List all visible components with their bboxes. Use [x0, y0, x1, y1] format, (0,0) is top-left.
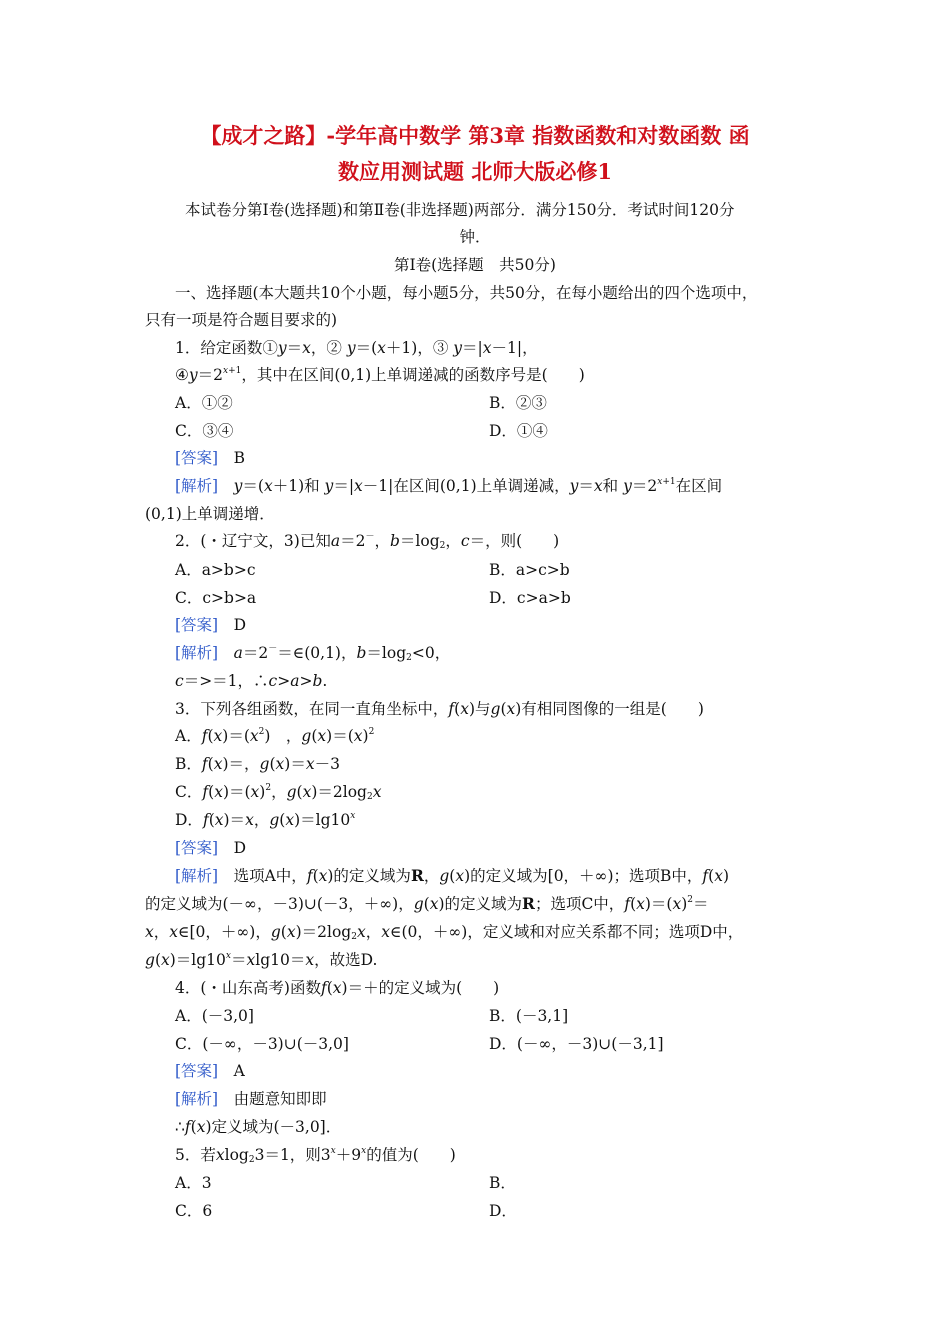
q1-stem-line-2: $④y=2^{x+1}$，其中在区间(0,1)上单调递减的函数序号是( ) — [175, 366, 585, 384]
q2-stem: 2．(・辽宁文，3)已知a＝2－，$b=\log_2$，c＝，则( ) — [175, 532, 560, 551]
q5-stem: 5．若xlog$_2$3＝1，则$3^x+9^x$的值为( ) — [175, 1146, 456, 1165]
intro-line-1: 本试卷分第Ⅰ卷(选择题)和第Ⅱ卷(非选择题)两部分．满分150分．考试时间120分 — [185, 201, 735, 219]
q1-stem-line-1: 1．给定函数①y＝x，② y＝(x＋1)，③ y＝|x－1|， — [175, 339, 538, 357]
q2-answer: [答案] D — [175, 616, 247, 634]
q1-option-d: D．①④ — [489, 422, 548, 440]
q4-option-c: C．(－∞，－3)∪(－3,0] — [175, 1035, 349, 1053]
q1-analysis-line-2: (0,1)上单调递增． — [145, 505, 275, 523]
q3-option-a: A．$f(x)=(x^2)$ ，$g(x)=(x)^2$ — [175, 727, 375, 745]
q5-option-b: B． — [489, 1174, 516, 1192]
section-instructions-1: 一、选择题(本大题共10个小题，每小题5分，共50分，在每小题给出的四个选项中， — [175, 284, 758, 302]
q4-option-b: B．(－3,1] — [489, 1007, 569, 1025]
q3-option-d: D．f(x)＝x，$g(x)=\lg 10^x$ — [175, 811, 356, 829]
q1-option-b: B．②③ — [489, 394, 547, 412]
q2-analysis-line-1: [解析] a＝2－＝∈(0,1)，$b=\log_2<0$， — [175, 644, 451, 663]
q1-answer: [答案] B — [175, 449, 246, 467]
q4-option-a: A．(－3,0] — [175, 1007, 254, 1025]
q3-option-b: B．f(x)＝，g(x)＝x－3 — [175, 755, 340, 773]
q1-analysis-line-1: [解析] y＝(x＋1)和 y＝|x－1|在区间(0,1)上单调递减，y＝x和 $y=2^{x+1}$在区间 — [175, 477, 723, 495]
q3-analysis-line-2: 的定义域为(－∞，－3)∪(－3，＋∞)，g(x)的定义域为R；选项C中，$f(x)=(x)^2=$ — [145, 894, 709, 913]
q5-option-a: A．3 — [175, 1174, 212, 1192]
q3-analysis-line-1: [解析] 选项A中，f(x)的定义域为R，g(x)的定义域为[0，＋∞)；选项B中，f(x) — [175, 866, 730, 885]
document-title-line-1: 【成才之路】-学年高中数学 第3章 指数函数和对数函数 函 — [200, 123, 750, 148]
intro-line-2: 钟． — [459, 228, 491, 246]
q4-analysis-line-1: [解析] 由题意知即即 — [175, 1090, 327, 1108]
q1-option-a: A．①② — [175, 394, 233, 412]
q2-option-a: A．a>b>c — [175, 561, 256, 579]
q4-answer: [答案] A — [175, 1062, 245, 1080]
q2-option-c: C．c>b>a — [175, 589, 257, 607]
q2-option-b: B．a>c>b — [489, 561, 570, 579]
q4-option-d: D．(－∞，－3)∪(－3,1] — [489, 1035, 664, 1053]
q3-answer: [答案] D — [175, 839, 247, 857]
q1-option-c: C．③④ — [175, 422, 234, 440]
q5-option-d: D． — [489, 1202, 517, 1220]
q5-option-c: C．6 — [175, 1202, 213, 1220]
q3-stem: 3．下列各组函数，在同一直角坐标中，f(x)与g(x)有相同图像的一组是( ) — [175, 700, 704, 718]
q3-analysis-line-3: x，x∈[0，＋∞)，$g(x)=2\log_2x$，x∈(0，＋∞)，定义域和对应关系都不同；选项D中， — [145, 923, 744, 942]
part-title: 第Ⅰ卷(选择题 共50分) — [394, 256, 556, 274]
document-title-line-2: 数应用测试题 北师大版必修1 — [338, 159, 612, 184]
q2-analysis-line-2: c＝>＝1，∴c>a>b. — [175, 672, 328, 690]
q4-analysis-line-2: ∴f(x)定义域为(－3,0]． — [175, 1118, 342, 1136]
q3-analysis-line-4: $g(x)=\lg 10^x=xlg10=x$，故选D. — [145, 951, 378, 969]
q4-stem: 4．(・山东高考)函数f(x)＝＋的定义域为( ) — [175, 979, 500, 997]
q3-option-c: C．$f(x)=(x)^2$，$g(x)=2\log_2x$ — [175, 783, 382, 802]
q2-option-d: D．c>a>b — [489, 589, 571, 607]
section-instructions-2: 只有一项是符合题目要求的) — [145, 311, 338, 329]
